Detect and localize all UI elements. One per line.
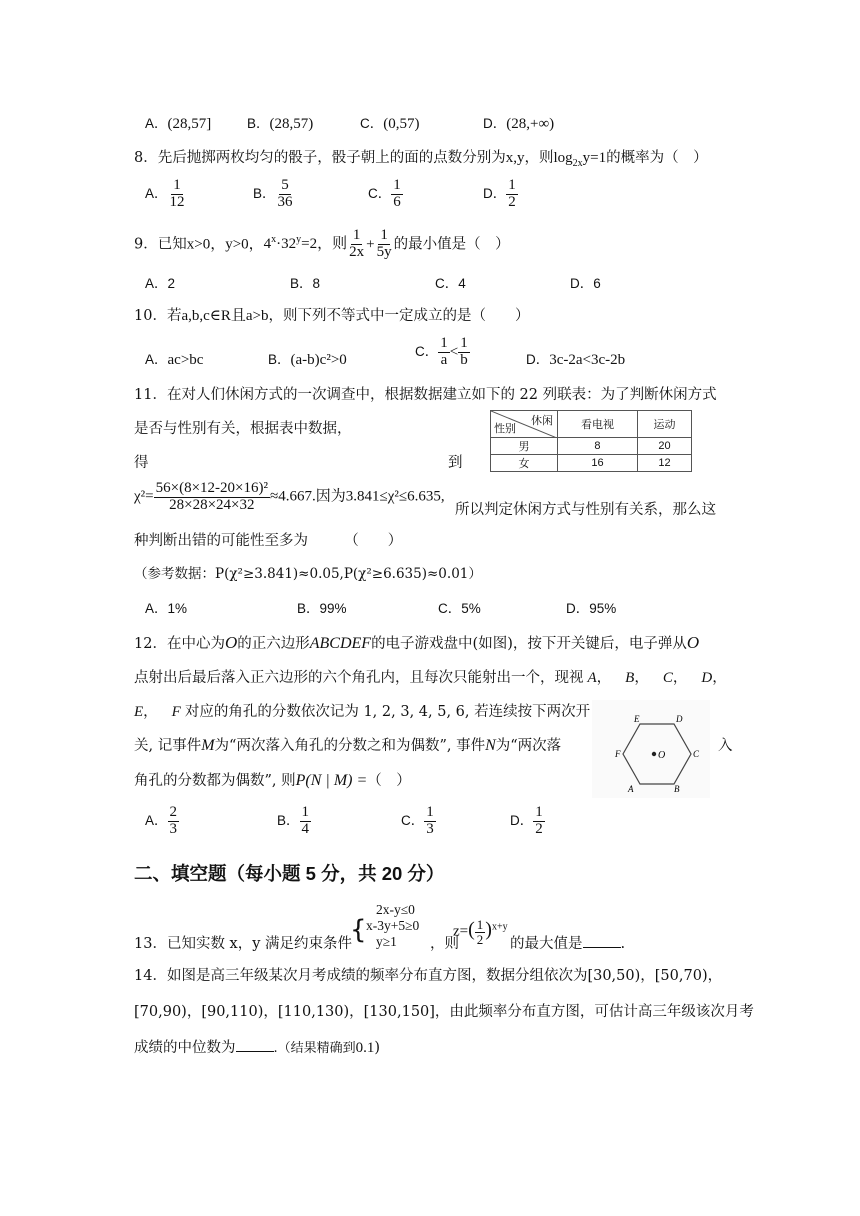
q9-option-c: C．4 [435, 276, 466, 291]
table-header-sport: 运动 [637, 411, 691, 438]
q11-chi-formula: χ²= $\frac{\text{56×(8×12-20×16)²}}{28\times 28\times 24\times 32}$ ≈4.667.因为3.841≤χ²≤6.635, [134, 480, 445, 513]
q13-mid: ，则 [430, 936, 459, 952]
q9-option-d: D．6 [570, 276, 601, 291]
q11-option-d: D．95% [566, 601, 617, 616]
table-header-tv: 看电视 [558, 411, 638, 438]
section-title: 二、填空题（每小题 5 分，共 20 分） [134, 863, 445, 884]
q9-option-b: B．8 [290, 276, 321, 291]
q11-option-a: A．1% [145, 601, 188, 616]
q12-line2: 点射出后最后落入正六边形的六个角孔内，且每次只能射出一个，现视 A， B， C， D， [134, 670, 727, 686]
table-row-label: 男 [491, 438, 558, 455]
table-cell: 12 [637, 455, 691, 472]
hexagon-figure [592, 700, 710, 798]
q10-option-b: B．(a-b)c²>0 [268, 352, 347, 368]
q13-z-expression: z=( $\frac{1}{2}$ )$^{x+y}$ [453, 917, 508, 947]
q14-line1: 14．如图是高三年级某次月考成绩的频率分布直方图，数据分组依次为[30,50)，[50,70)， [134, 968, 723, 984]
q11-option-c: C．5% [438, 601, 481, 616]
q12-line4-end: 入 [718, 738, 733, 754]
q11-line5: 种判断出错的可能性至多为 （ ） [134, 533, 403, 549]
q7-option-a: A．(28,57] [145, 116, 212, 132]
q13-post: 的最大值是 . [510, 936, 626, 952]
answer-blank[interactable] [583, 935, 621, 948]
q7-option-b: B．(28,57) [247, 116, 314, 132]
q12-option-b: B． $\frac{1}{4}$ [277, 804, 310, 837]
q11-line1: 11．在对人们休闲方式的一次调查中，根据数据建立如下的 22 列联表：为了判断休闲方式 [134, 387, 717, 403]
q12-option-c: C． $\frac{1}{3}$ [401, 804, 434, 837]
table-corner-cell: 休闲 性别 [491, 411, 558, 438]
q12-line4: 关, 记事件M为“两次落入角孔的分数之和为偶数”, 事件N为“两次落 [134, 737, 562, 754]
brace-icon: { [350, 915, 367, 945]
hex-label-f: F [615, 749, 621, 759]
answer-blank[interactable] [236, 1039, 274, 1052]
q10-option-a: A．ac>bc [145, 352, 204, 368]
q7-option-c: C．(0,57) [360, 116, 420, 132]
hex-label-c: C [693, 749, 700, 759]
q7-option-d: D．(28,+∞) [483, 116, 555, 132]
q11-line3-left: 得 [134, 455, 149, 471]
hex-label-b: B [674, 784, 680, 794]
table-cell: 8 [558, 438, 638, 455]
table-row [491, 455, 692, 472]
q10-option-d: D．3c-2a<3c-2b [526, 352, 626, 368]
hex-label-a: A [628, 784, 634, 794]
q11-option-b: B．99% [297, 601, 347, 616]
hex-label-e: E [634, 714, 640, 724]
q11-line2: 是否与性别有关，根据表中数据， [134, 421, 352, 437]
contingency-table [490, 410, 692, 472]
q8-stem: 8．先后抛掷两枚均匀的骰子，骰子朝上的面的点数分别为x,y，则$\log_{2x}y=1$的概率为（ ） [134, 150, 708, 169]
q10-option-c: C． $\frac{1}{a}$ < $\frac{1}{b}$ [415, 335, 468, 368]
hex-label-d: D [676, 714, 683, 724]
q9-stem: 9．已知x>0，y>0，$4^x\cdot 32^y=2$，则 $\frac{1}{2x}$ + $\frac{1}{5y}$ 的最小值是（ ） [134, 227, 510, 260]
q10-stem: 10．若a,b,c∈R且a>b，则下列不等式中一定成立的是（ ） [134, 308, 530, 324]
q8-option-d: D． $\frac{1}{2}$ [483, 177, 516, 210]
q13-pre: 13．已知实数 x，y 满足约束条件 [134, 936, 353, 952]
hex-label-o: O [658, 750, 666, 761]
q8-option-b: B． $\frac{5}{36}$ [253, 177, 293, 210]
q8-option-a: A． $\frac{1}{12}$ [145, 177, 185, 210]
table-row [491, 438, 692, 455]
q12-option-a: A． $\frac{2}{3}$ [145, 804, 178, 837]
q9-option-a: A．2 [145, 276, 176, 291]
q8-option-c: C． $\frac{1}{6}$ [368, 177, 401, 210]
table-cell: 20 [637, 438, 691, 455]
q11-line3-right: 到 [448, 455, 463, 471]
q13-constraints: 2x-y≤0 x-3y+5≥0 y≥1 [366, 902, 420, 949]
table-cell: 16 [558, 455, 638, 472]
q14-line3: 成绩的中位数为 .（结果精确到0.1) [134, 1040, 381, 1056]
q12-line3: E， F 对应的角孔的分数依次记为 1, 2, 3, 4, 5, 6, 若连续按下两次开 [134, 704, 591, 720]
q11-line4-tail: 所以判定休闲方式与性别有关系，那么这 [455, 502, 716, 518]
q12-line1: 12．在中心为O的正六边形ABCDEF的电子游戏盘中(如图)，按下开关键后，电子弹从O [134, 633, 700, 652]
q12-option-d: D． $\frac{1}{2}$ [510, 804, 543, 837]
q11-reference: （参考数据：P(χ²≥3.841)≈0.05,P(χ²≥6.635)≈0.01） [134, 566, 482, 582]
q12-line5: 角孔的分数都为偶数”, 则P(N | M) =（ ） [134, 772, 411, 789]
table-row-label: 女 [491, 455, 558, 472]
q14-line2: [70,90)，[90,110)，[110,130)，[130,150]，由此频率分布直方图，可估计高三年级该次月考 [134, 1004, 754, 1020]
